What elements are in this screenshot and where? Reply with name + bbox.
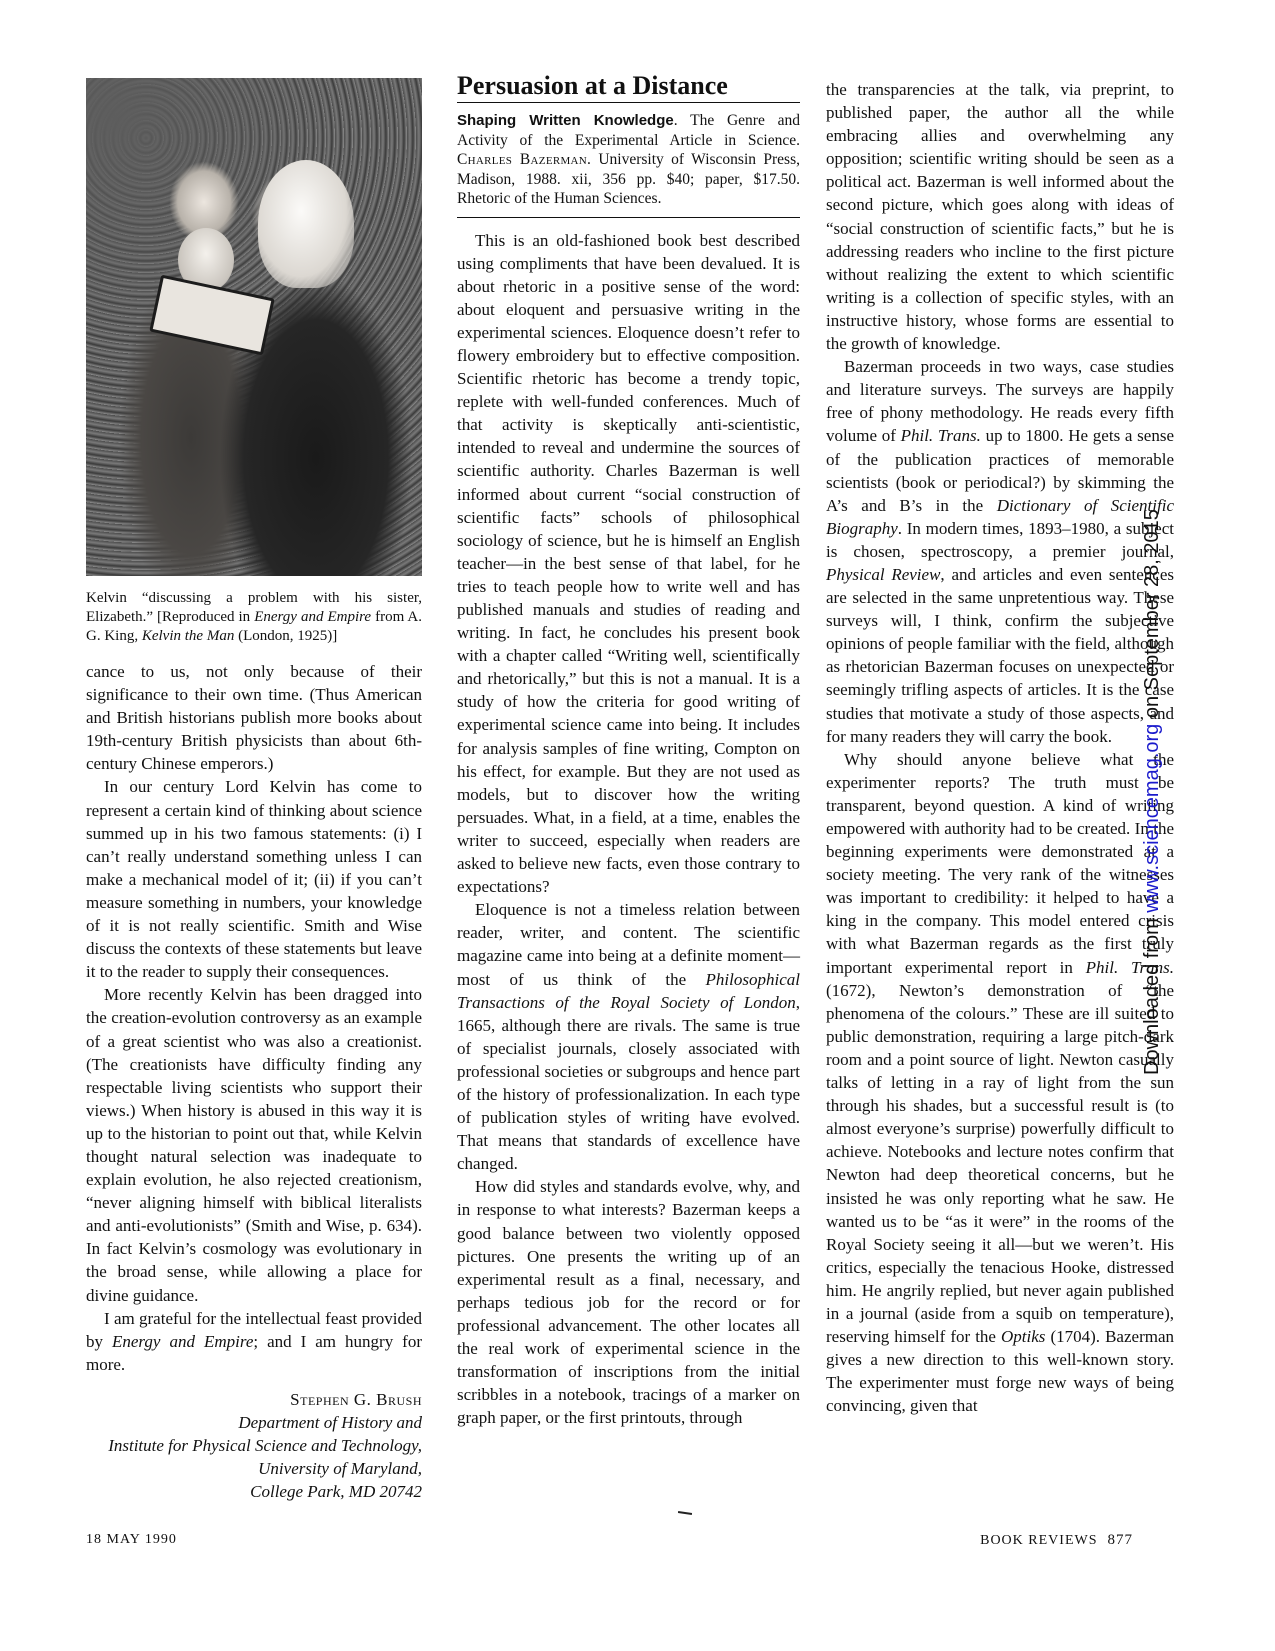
download-notice: Downloaded from www.sciencemag.org on September 28, 2015 xyxy=(1141,509,1163,1075)
reviewer-signature xyxy=(86,1388,422,1503)
photo-figure-woman xyxy=(258,160,354,288)
print-mark xyxy=(678,1511,692,1515)
body-paragraph: Eloquence is not a timeless relation between reader, writer, and content. The scientific magazine came into being at a definite moment—most of us think of the Philosophical Transactions of the Royal Society of London, 1665, although there are rivals. The same is true of specialist journals, closely associated with professional societies or subgroups and hence part of the history of professionalization. In each type of publication styles of writing have evolved. That means that standards of excellence have changed. xyxy=(457,900,800,1174)
reviewer-name: Stephen G. Brush xyxy=(290,1389,422,1409)
book-citation: Shaping Written Knowledge. The Genre and Activity of the Experimental Article in Science. Charles Bazerman. University of Wisconsin Press, Madison, 1988. xii, 356 pp. $40; paper, $17.50. Rhetoric of the Human Sciences. xyxy=(457,112,801,207)
figure-caption: Kelvin “discussing a problem with his sister, Elizabeth.” [Reproduced in Energy and Empire from A. G. King, Kelvin the Man (London, 1925)] xyxy=(86,590,422,644)
body-paragraph: Why should anyone believe what the experimenter reports? The truth must be transparent, beyond question. A kind of writing empowered with authority had to be created. In the beginning experiments were demonstrated at a society meeting. The very rank of the witnesses was important to credibility: it helped to have a king in the company. This model entered crisis with what Bazerman regards as the first truly important experimental report in Phil. Trans. (1672), Newton’s demonstration of “the phenomena of the colours.” These are ill suited to public demonstration, requiring a large pitch-dark room and a point source of light. Newton casually talks of letting in a ray of light from the sun through his shades, but a successful result is (to almost everyone’s surprise) powerfully difficult to achieve. Notebooks and lecture notes confirm that Newton had deep theoretical concerns, but he insisted he was only reporting what he saw. He wanted us to be “as it were” in the rooms of the Royal Society seeing it all—but we weren’t. His critics, especially the tenacious Hooke, distressed him. He angrily replied, but never again published in a journal (aside from a squib on temperature), reserving himself for the Optiks (1704). Bazerman gives a new direction to this well-known story. The experimenter must forge new ways of being convincing, given that xyxy=(826,749,1174,1416)
right-column xyxy=(826,78,1174,1417)
book-author: Charles Bazerman xyxy=(457,151,588,168)
body-paragraph: Bazerman proceeds in two ways, case studies and literature surveys. The surveys are happily free of phony methodology. He reads every fifth volume of Phil. Trans. up to 1800. He gets a sense of the publication practices of memorable scientists (book or periodical?) by skimming the A’s and B’s in the Dictionary of Scientific Biography. In modern times, 1893–1980, a subject is chosen, spectroscopy, a premier journal, Physical Review, and articles and even sentences are selected in the same unpretentious way. These surveys will, I think, confirm the subjective opinions of people familiar with the field, although as rhetorician Bazerman focuses on unexpected or seemingly trifling aspects of articles. It is the case studies that motivate a study of those aspects, and for many readers they will carry the book. xyxy=(826,357,1174,746)
body-paragraph: the transparencies at the talk, via preprint, to published paper, the author all the while embracing allies and overwhelming any opposition; scientific writing should be seen as a political act. Bazerman is well informed about the second picture, which goes along with ideas of “social construction of scientific facts,” but he is addressing readers who incline to the first picture without realizing the extent to which scientific writing is a collection of specific styles, with an instructive history, whose forms are essential to the growth of knowledge. xyxy=(826,80,1174,354)
middle-column xyxy=(457,71,801,1429)
body-paragraph: In our century Lord Kelvin has come to represent a certain kind of thinking about science summed up in his two famous statements: (i) I can’t really understand something unless I can make a mechanical model of it; (ii) if you can’t measure something in numbers, your knowledge of it is not really scientific. Smith and Wise discuss the contexts of these statements but leave it to the reader to supply their consequences. xyxy=(86,777,422,982)
sciencemag-link[interactable]: www.sciencemag.org xyxy=(1141,723,1163,913)
reviewer-affiliation: Department of History and xyxy=(238,1413,422,1432)
reviewer-affiliation: University of Maryland, xyxy=(258,1459,422,1479)
body-paragraph: This is an old-fashioned book best described using compliments that have been devalued. It is about rhetoric in a positive sense of the word: about eloquent and persuasive writing in the experimental sciences. Eloquence doesn’t refer to flowery embroidery but to effective composition. Scientific rhetoric has become a trendy topic, replete with well-funded conferences. Much of that activity is skeptically anti-scientistic, intended to reveal and undermine the sources of scientific authority. Charles Bazerman is well informed about current “social construction of scientific facts” schools of philosophical sociology of science, but he is himself an English teacher—in the best sense of that label, for he tries to teach people how to write well and has published manuals and studies of reading and writing. In fact, he concludes his present book with a chapter called “Writing well, scientifically and rhetorically,” but this is not a manual. It is a study of how the criteria for good writing of experimental science came into being. It includes for analysis samples of fine writing, Compton on his effect, for example. But they are not used as models, but to discover how the writing persuades. What, in a field, at a time, enables the writer to succeed, especially when readers are asked to believe new facts, even those contrary to expectations? xyxy=(457,230,800,897)
footer-section: BOOK REVIEWS 877 xyxy=(980,1532,1133,1548)
kelvin-photograph xyxy=(86,78,422,576)
footer-date: 18 MAY 1990 xyxy=(86,1532,177,1547)
book-title: Shaping Written Knowledge xyxy=(457,112,674,129)
body-paragraph: I am grateful for the intellectual feast provided by Energy and Empire; and I am hungry for more. xyxy=(86,1308,423,1374)
photo-book xyxy=(149,275,275,356)
page-number: 877 xyxy=(1107,1532,1133,1548)
body-paragraph: More recently Kelvin has been dragged into the creation-evolution controversy as an example of a great scientist who was also a creationist. (The creationists have difficulty finding any respectable living scientists who support their views.) When history is abused in this way it is up to the historian to point out that, while Kelvin thought natural selection was inadequate to explain evolution, he also rejected creationism, “never aligning himself with biblical literalists and anti-evolutionists” (Smith and Wise, p. 634). In fact Kelvin’s cosmology was evolutionary in the broad sense, while allowing a place for divine guidance. xyxy=(86,985,422,1305)
reviewer-address: College Park, MD 20742 xyxy=(250,1482,422,1502)
divider xyxy=(457,217,800,218)
body-paragraph: cance to us, not only because of their significance to their own time. (Thus American and British historians publish more books about 19th-century British physicists than about 6th-century Chinese emperors.) xyxy=(86,662,422,774)
left-column xyxy=(86,78,422,1503)
reviewer-affiliation: Institute for Physical Science and Technology, xyxy=(108,1436,422,1456)
review-title: Persuasion at a Distance xyxy=(457,71,728,100)
body-paragraph: How did styles and standards evolve, why, and in response to what interests? Bazerman keeps a good balance between two violently opposed pictures. One presents the writing up of an experimental result as a final, necessary, and perhaps tedious job for the record or for professional advancement. The other locates all the real work of experimental science in the transformation of inscriptions from the initial scribbles in a notebook, tracings of a marker on graph paper, or the first printouts, through xyxy=(457,1177,800,1428)
